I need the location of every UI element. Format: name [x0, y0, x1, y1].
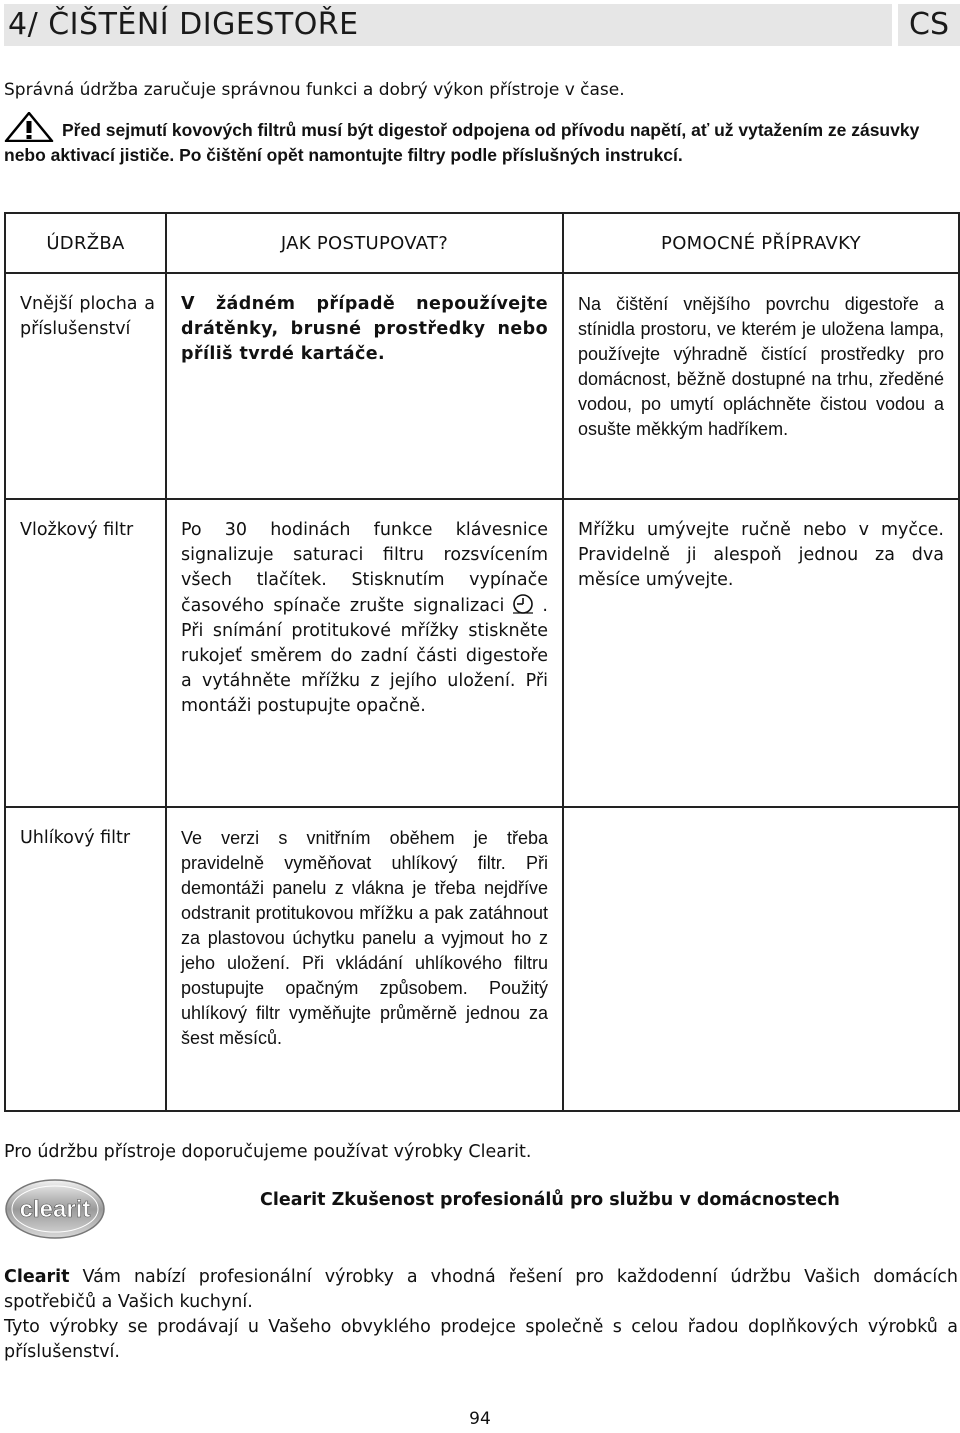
language-badge: CS — [898, 4, 960, 46]
maintenance-table — [4, 212, 960, 1112]
slogan: Clearit Zkušenost profesionálů pro službu v domácnostech — [260, 1190, 840, 1210]
paragraph-line1: Vám nabízí profesionální výrobky a vhodná řešení pro každodenní údržbu Vašich domácích spotřebičů a Vašich kuchyní. — [4, 1267, 958, 1312]
brand-name: Clearit — [4, 1267, 70, 1287]
page-title: 4/ ČIŠTĚNÍ DIGESTOŘE — [8, 7, 359, 42]
svg-text:clearit: clearit — [19, 1196, 91, 1223]
header-maintenance: ÚDRŽBA — [5, 213, 166, 273]
row-how-exterior — [166, 273, 563, 499]
table-header-row — [5, 213, 959, 273]
warning-text: Před sejmutí kovových filtrů musí být digestoř odpojena od přívodu napětí, ať už vytažením ze zásuvky nebo aktivací jističe. Po čištění opět namontujte filtry podle příslušných instrukcí. — [4, 120, 920, 165]
intro-text: Správná údržba zaručuje správnou funkci a dobrý výkon přístroje v čase. — [4, 80, 625, 100]
page-number: 94 — [469, 1409, 491, 1429]
row-aids-cartridge-filter — [563, 499, 959, 807]
header-aids: POMOCNÉ PŘÍPRAVKY — [563, 213, 959, 273]
row-aids-exterior — [563, 273, 959, 499]
row-aids-carbon-filter — [563, 807, 959, 1111]
row-label: Vložkový filtr — [20, 520, 134, 540]
row-how-text: V žádném případě nepoužívejte drátěnky, brusné prostředky nebo příliš tvrdé kartáče. — [181, 294, 548, 364]
row-how-text-part1: Po 30 hodinách funkce klávesnice signalizuje saturaci filtru rozsvícením všech tlačítek. Stisknutím vypínače časového spínače zrušte signalizaci — [181, 520, 548, 616]
row-label: Uhlíkový filtr — [20, 828, 131, 848]
table-row — [5, 273, 959, 499]
row-how-text: Ve verzi s vnitřním oběhem je třeba pravidelně vyměňovat uhlíkový filtr. Při demontáži panelu z vlákna je třeba nejdříve odstranit protitukovou mřížku a pak zatáhnout za plastovou úchytku panelu a vyjmout ho z jeho uložení. Při vkládání uhlíkového filtru postupujte opačným způsobem. Použitý uhlíkový filtr vyměňujte průměrně jednou za šest měsíců. — [181, 828, 548, 1048]
row-how-text-part2: . Při snímání protitukové mřížky stiskněte rukojeť směrem do zadní části digestoře a vytáhněte mřížku z jejího uložení. Při montáži postupujte opačně. — [181, 596, 548, 716]
header-how-to: JAK POSTUPOVAT? — [166, 213, 563, 273]
table-row — [5, 807, 959, 1111]
row-aids-text — [564, 808, 958, 826]
warning-triangle-icon — [4, 112, 54, 142]
row-item-cartridge-filter — [5, 499, 166, 807]
paragraph-line2: Tyto výrobky se prodávají u Vašeho obvyklého prodejce společně s celou řadou doplňkových výrobků a příslušenství. — [4, 1317, 958, 1362]
row-aids-text: Na čištění vnějšího povrchu digestoře a stínidla prostoru, ve kterém je uložena lampa, používejte výhradně čistící prostředky pro domácnost, běžně dostupné na trhu, zředěné vodou, po umytí opláchněte čistou vodou a osušte měkkým hadříkem. — [578, 294, 944, 439]
row-aids-text: Mřížku umývejte ručně nebo v myčce. Pravidelně ji alespoň jednou za dva měsíce umývejte. — [578, 520, 944, 590]
row-item-exterior — [5, 273, 166, 499]
clearit-paragraph — [4, 1265, 958, 1365]
table-row — [5, 499, 959, 807]
row-how-text — [167, 500, 562, 719]
row-how-carbon-filter — [166, 807, 563, 1111]
row-how-cartridge-filter — [166, 499, 563, 807]
row-label: Vnější plocha a příslušenství — [20, 294, 155, 339]
warning-block — [4, 112, 958, 168]
row-item-carbon-filter — [5, 807, 166, 1111]
clearit-logo — [4, 1178, 106, 1240]
timer-icon — [510, 593, 536, 615]
recommendation-text: Pro údržbu přístroje doporučujeme používat výrobky Clearit. — [4, 1142, 532, 1162]
